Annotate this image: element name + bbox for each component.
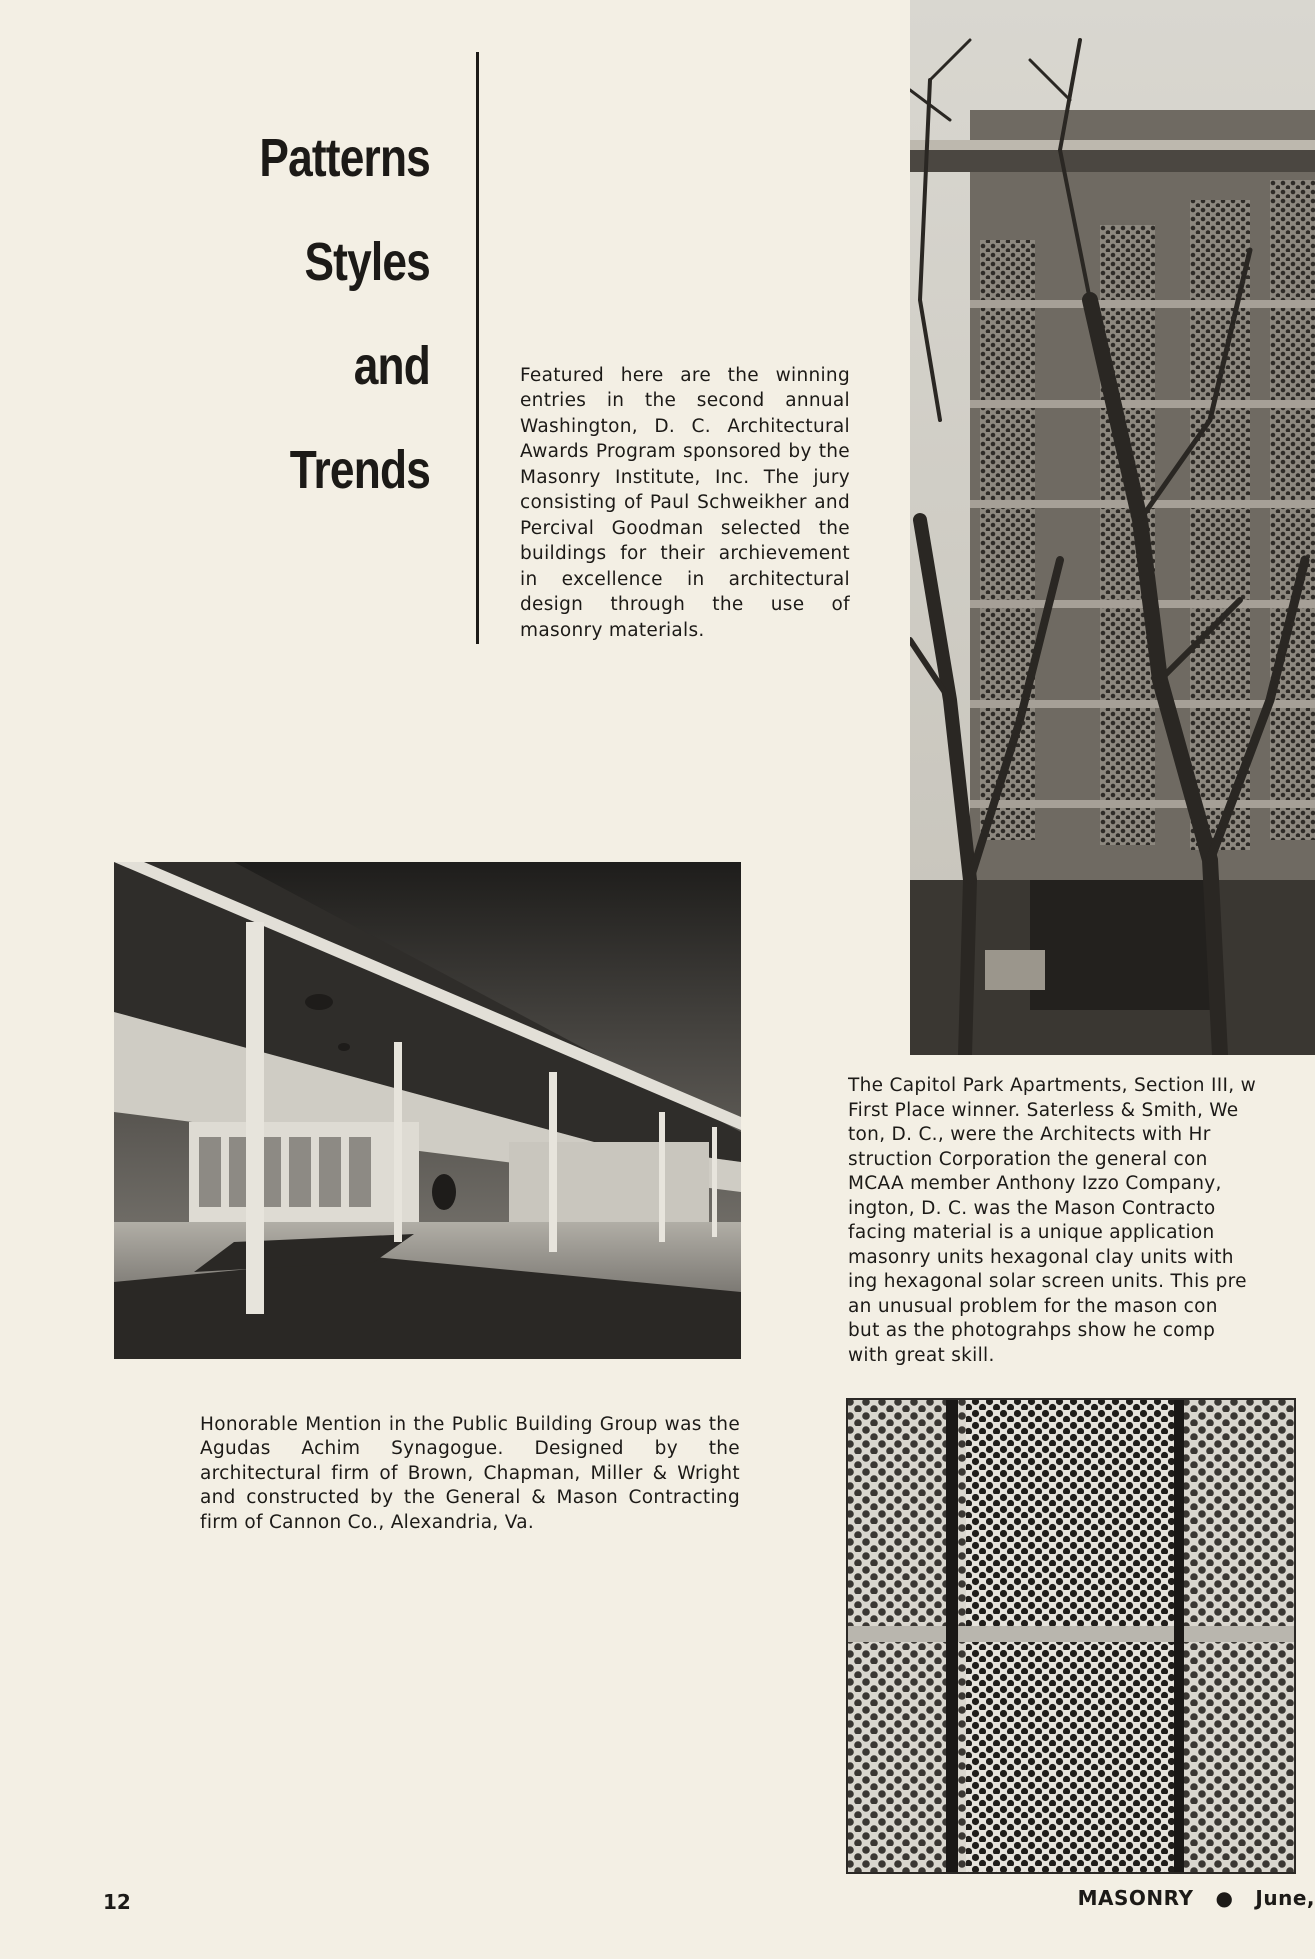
- page-number: 12: [103, 1890, 131, 1914]
- headline-line-1: Patterns: [259, 128, 430, 188]
- caption-line: ton, D. C., were the Architects with Hr: [848, 1124, 1211, 1145]
- caption-line: The Capitol Park Apartments, Section III, w: [848, 1075, 1257, 1096]
- headline-line-3: and: [353, 336, 430, 396]
- intro-paragraph: Featured here are the winning entries in the second annual Washington, D. C. Architectural Awards Program sponsored by the Masonry Institute, Inc. The jury consisting of Paul Schweikher and Percival Goodman selected the buildings for their archievement in excellence in architectural design through the use of masonry materials.: [520, 364, 850, 641]
- caption-line: but as the photograhps show he comp: [848, 1320, 1216, 1341]
- caption-line: with great skill.: [848, 1344, 995, 1366]
- caption-line: masonry units hexagonal clay units with: [848, 1246, 1234, 1268]
- caption-line: an unusual problem for the mason con: [848, 1295, 1218, 1317]
- footer: [1078, 1886, 1315, 1910]
- caption-line: ing hexagonal solar screen units. This pre: [848, 1271, 1247, 1292]
- headline: [0, 130, 430, 546]
- publication-name: MASONRY: [1077, 1886, 1194, 1910]
- caption-line: First Place winner. Saterless & Smith, We: [848, 1099, 1239, 1121]
- bullet-separator: ●: [1215, 1886, 1234, 1910]
- capitol-park-apartments-photo: [910, 0, 1315, 1055]
- caption-line: ington, D. C. was the Mason Contracto: [848, 1197, 1216, 1219]
- issue-date: June,: [1255, 1886, 1315, 1910]
- hexagonal-solar-screen-photo: [846, 1398, 1296, 1874]
- synagogue-caption: Honorable Mention in the Public Building Group was the Agudas Achim Synagogue. Designed by the architectural firm of Brown, Chapman, Miller & Wright and constructed by the General & Mason Contracting firm of Cannon Co., Alexandria, Va.: [200, 1413, 740, 1533]
- capitol-park-caption: [848, 1074, 1315, 1368]
- headline-line-2: Styles: [304, 232, 430, 292]
- headline-line-4: Trends: [289, 440, 430, 500]
- caption-line: MCAA member Anthony Izzo Company,: [848, 1173, 1222, 1194]
- vertical-rule: [476, 52, 479, 644]
- caption-line: struction Corporation the general con: [848, 1148, 1208, 1170]
- agudas-achim-synagogue-photo: [114, 862, 741, 1359]
- caption-line: facing material is a unique application: [848, 1222, 1215, 1243]
